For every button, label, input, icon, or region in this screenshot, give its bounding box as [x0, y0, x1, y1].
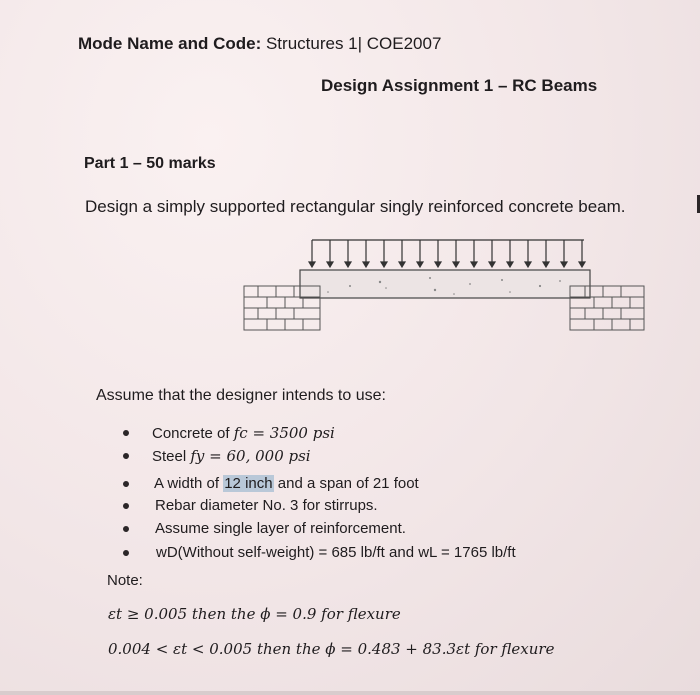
bullet-icon — [123, 550, 129, 556]
note-line-1: εt ≥ 0.005 then the ϕ = 0.9 for flexure — [108, 605, 401, 623]
bullet-icon — [123, 430, 129, 436]
module-line — [78, 34, 441, 54]
bullet-icon — [123, 503, 129, 509]
list-item-width-span: A width of 12 inch and a span of 21 foot — [154, 475, 419, 492]
assumptions-intro: Assume that the designer intends to use: — [96, 387, 386, 404]
part-heading: Part 1 – 50 marks — [84, 155, 216, 172]
part-description: Design a simply supported rectangular singly reinforced concrete beam. — [85, 197, 626, 216]
list-item-loads: wD(Without self-weight) = 685 lb/ft and wL = 1765 lb/ft — [156, 544, 516, 561]
list-item-concrete: Concrete of fc = 3500 psi — [152, 424, 335, 442]
list-item-single-layer: Assume single layer of reinforcement. — [155, 520, 406, 537]
bullet-icon — [123, 481, 129, 487]
concrete-beam — [300, 270, 590, 298]
bottom-edge — [0, 691, 700, 695]
note-label: Note: — [107, 572, 143, 589]
module-value: Structures 1| COE2007 — [265, 34, 442, 53]
bullet-icon — [123, 453, 129, 459]
module-label: Mode Name and Code: — [78, 34, 266, 53]
list-item-rebar: Rebar diameter No. 3 for stirrups. — [155, 497, 378, 514]
bullet-icon — [123, 526, 129, 532]
assignment-title: Design Assignment 1 – RC Beams — [321, 76, 598, 95]
highlighted-text: 12 inch — [224, 475, 273, 492]
note-line-2: 0.004 < εt < 0.005 then the ϕ = 0.483 + 83.3εt for flexure — [108, 640, 555, 658]
distributed-load — [309, 240, 585, 267]
list-item-steel: Steel fy = 60, 000 psi — [152, 447, 311, 465]
beam-diagram — [240, 236, 650, 336]
